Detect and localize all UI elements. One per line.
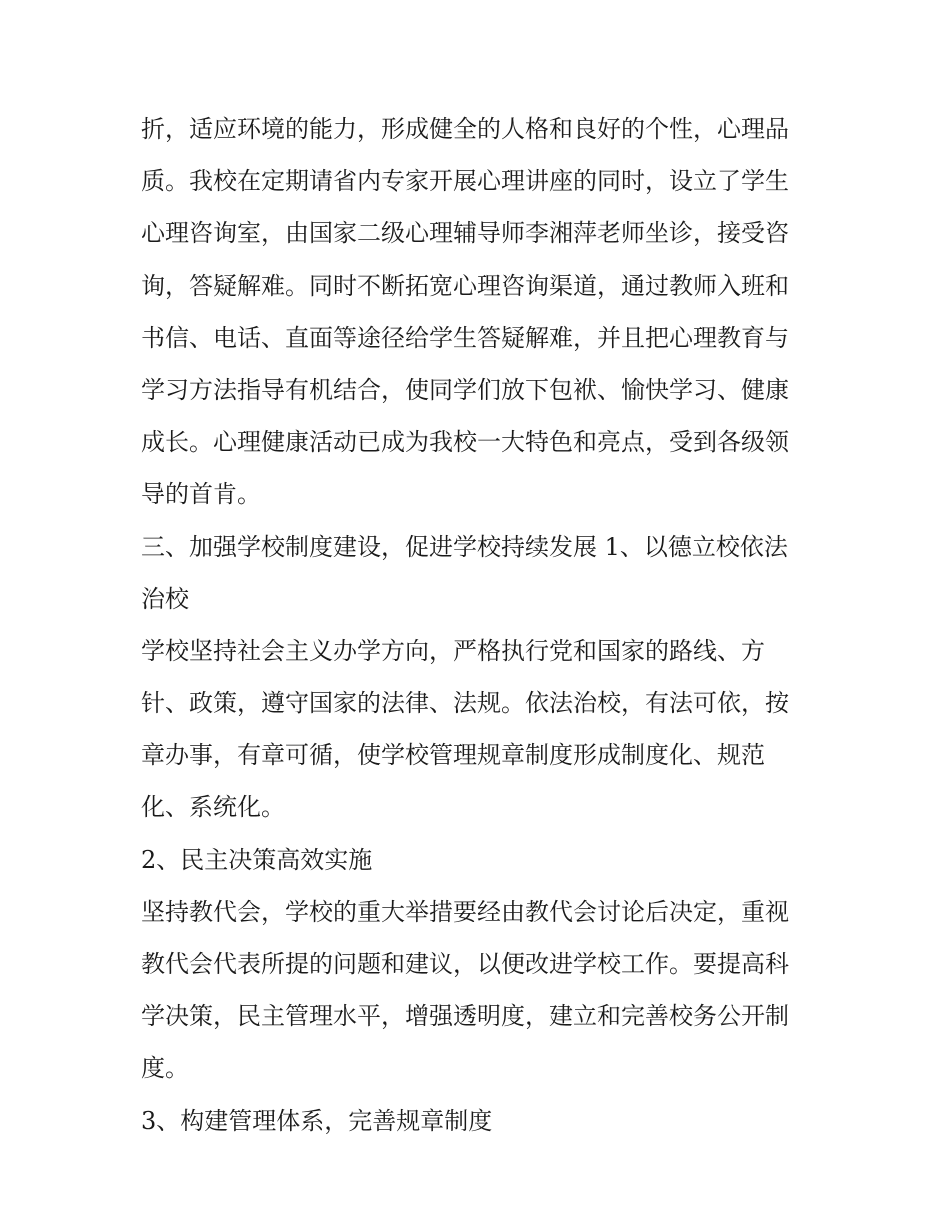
document-body	[141, 103, 821, 1147]
subheading-line: 3、构建管理体系，完善规章制度	[141, 1106, 493, 1135]
paragraph-line: 学习方法指导有机结合，使同学们放下包袱、愉快学习、健康	[141, 375, 789, 404]
paragraph-line: 导的首肯。	[141, 480, 261, 509]
paragraph-line: 询，答疑解难。同时不断拓宽心理咨询渠道，通过教师入班和	[141, 271, 789, 300]
paragraph-line: 心理咨询室，由国家二级心理辅导师李湘萍老师坐诊，接受咨	[141, 219, 789, 248]
subheading-line: 2、民主决策高效实施	[141, 845, 373, 874]
paragraph-line: 质。我校在定期请省内专家开展心理讲座的同时，设立了学生	[141, 167, 789, 196]
paragraph-line: 化、系统化。	[141, 793, 285, 822]
paragraph-line: 坚持教代会，学校的重大举措要经由教代会讨论后决定，重视	[141, 897, 789, 926]
paragraph-line: 折，适应环境的能力，形成健全的人格和良好的个性，心理品	[141, 115, 789, 143]
section-heading-line: 治校	[141, 584, 189, 613]
paragraph-line: 书信、电话、直面等途径给学生答疑解难，并且把心理教育与	[141, 323, 789, 352]
paragraph-line: 针、政策，遵守国家的法律、法规。依法治校，有法可依，按	[141, 689, 789, 718]
paragraph-line: 学校坚持社会主义办学方向，严格执行党和国家的路线、方	[141, 636, 765, 665]
paragraph-line: 成长。心理健康活动已成为我校一大特色和亮点，受到各级领	[141, 428, 789, 457]
paragraph-line: 教代会代表所提的问题和建议，以便改进学校工作。要提高科	[141, 950, 789, 978]
paragraph-line: 学决策，民主管理水平，增强透明度，建立和完善校务公开制	[141, 1002, 789, 1031]
paragraph-line: 章办事，有章可循，使学校管理规章制度形成制度化、规范	[141, 741, 765, 770]
paragraph-line: 度。	[141, 1054, 189, 1083]
section-heading-line: 三、加强学校制度建设，促进学校持续发展 1、以德立校依法	[141, 532, 788, 561]
